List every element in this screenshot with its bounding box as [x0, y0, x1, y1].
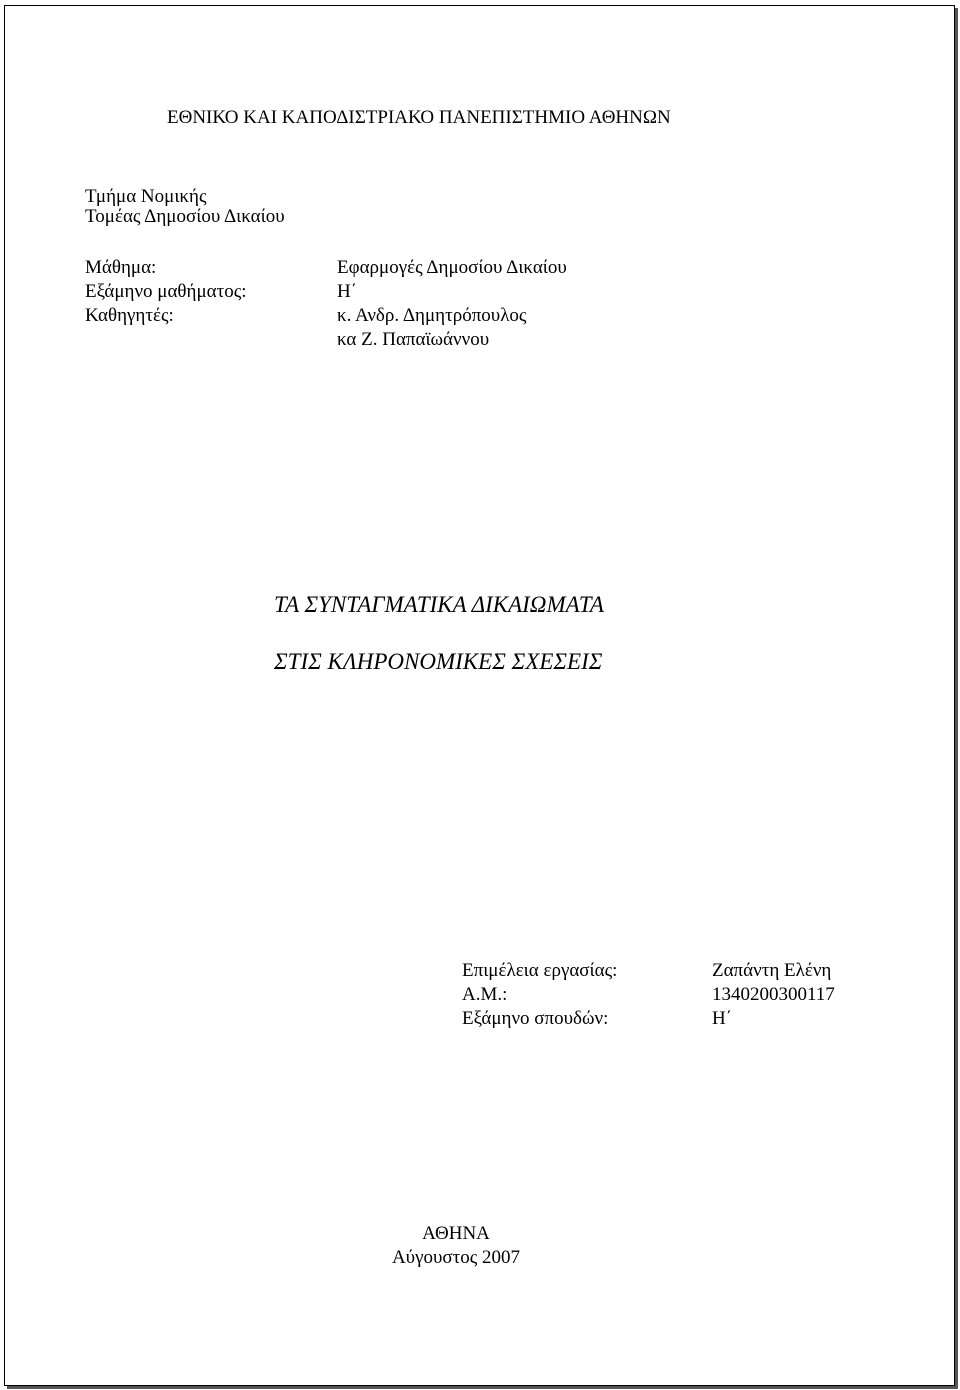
- student-id-value: 1340200300117: [712, 984, 835, 1005]
- professors-label: Καθηγητές:: [85, 305, 174, 326]
- course-value: Εφαρμογές Δημοσίου Δικαίου: [337, 257, 567, 278]
- footer-city: ΑΘΗΝΑ: [422, 1223, 490, 1244]
- sector: Τομέας Δημοσίου Δικαίου: [85, 206, 285, 227]
- student-id-label: Α.Μ.:: [462, 984, 508, 1005]
- study-semester-value: Η΄: [712, 1008, 733, 1029]
- course-label: Μάθημα:: [85, 257, 157, 278]
- semester-value: Η΄: [337, 281, 358, 302]
- professor-1: κ. Ανδρ. Δημητρόπουλος: [337, 305, 527, 326]
- thesis-title-line1: ΤΑ ΣΥΝΤΑΓΜΑΤΙΚΑ ΔΙΚΑΙΩΜΑΤΑ: [274, 592, 604, 617]
- footer-date: Αύγουστος 2007: [391, 1247, 521, 1268]
- thesis-title-line2: ΣΤΙΣ ΚΛΗΡΟΝΟΜΙΚΕΣ ΣΧΕΣΕΙΣ: [274, 649, 603, 674]
- semester-label: Εξάμηνο μαθήματος:: [85, 281, 247, 302]
- professor-2: κα Ζ. Παπαϊωάννου: [337, 329, 490, 350]
- university-title: ΕΘΝΙΚΟ ΚΑΙ ΚΑΠΟΔΙΣΤΡΙΑΚΟ ΠΑΝΕΠΙΣΤΗΜΙΟ ΑΘΗΝΩΝ: [167, 107, 671, 128]
- department: Τμήμα Νομικής: [85, 186, 207, 207]
- study-semester-label: Εξάμηνο σπουδών:: [462, 1008, 609, 1029]
- author-label: Επιμέλεια εργασίας:: [462, 960, 618, 981]
- author-value: Ζαπάντη Ελένη: [712, 960, 832, 981]
